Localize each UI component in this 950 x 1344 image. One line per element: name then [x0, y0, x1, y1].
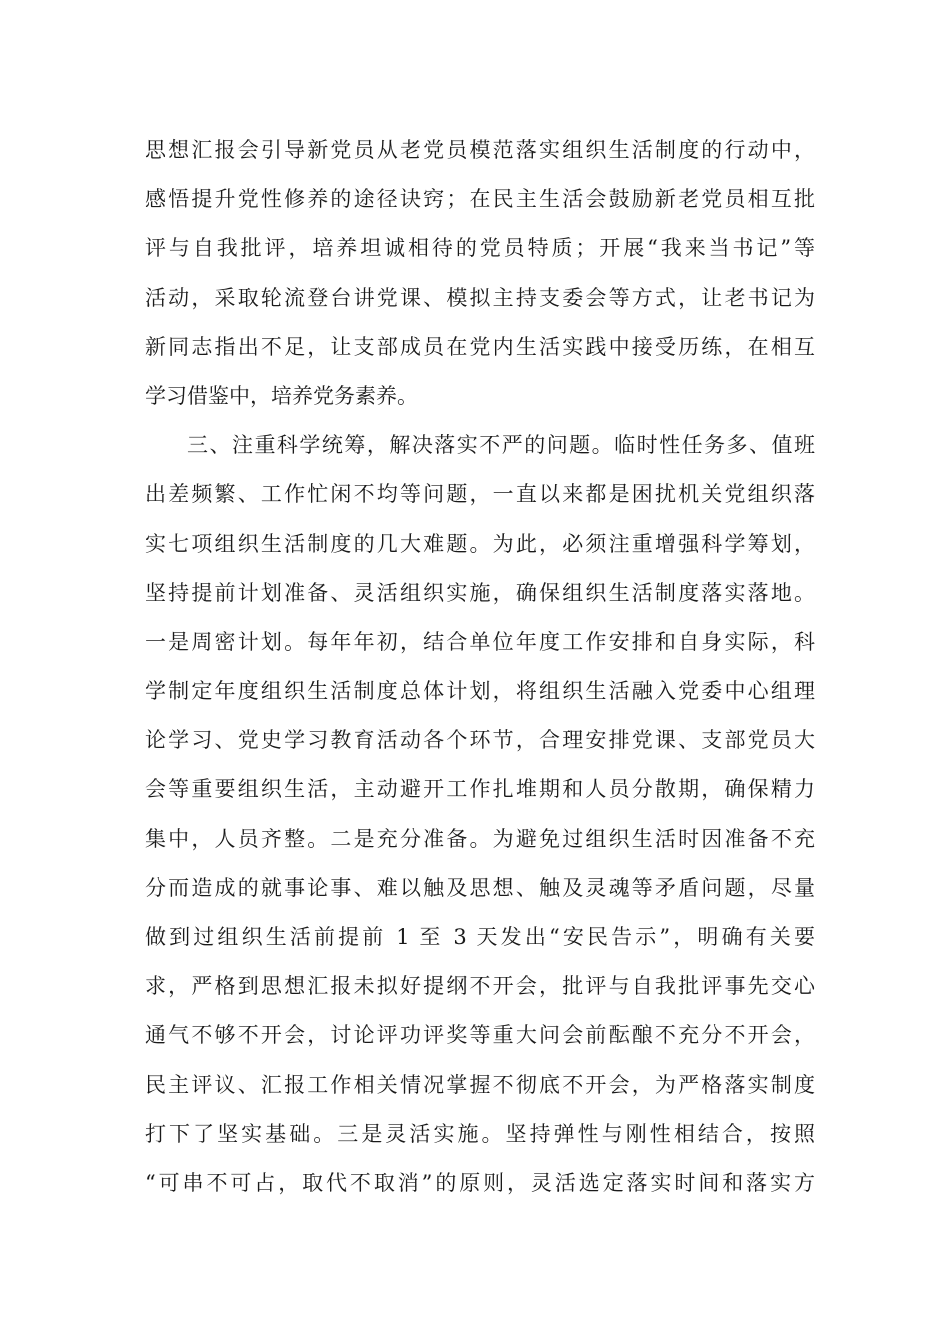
text-line: 新同志指出不足，让支部成员在党内生活实践中接受历练，在相互 — [145, 334, 815, 359]
text-line: 评与自我批评，培养坦诚相待的党员特质；开展“我来当书记”等 — [145, 236, 815, 261]
text-line: 民主评议、汇报工作相关情况掌握不彻底不开会，为严格落实制度 — [145, 1072, 815, 1097]
text-line: “可串不可占，取代不取消”的原则，灵活选定落实时间和落实方 — [145, 1170, 815, 1195]
text-line: 思想汇报会引导新党员从老党员模范落实组织生活制度的行动中， — [145, 138, 815, 162]
text-line: 学制定年度组织生活制度总体计划，将组织生活融入党委中心组理 — [145, 679, 815, 704]
text-line: 求，严格到思想汇报未拟好提纲不开会，批评与自我批评事先交心 — [145, 974, 815, 999]
text-line: 出差频繁、工作忙闲不均等问题，一直以来都是困扰机关党组织落 — [145, 482, 815, 507]
section-heading-line: 三、注重科学统筹，解决落实不严的问题。临时性任务多、值班 — [187, 433, 815, 458]
document-body — [145, 126, 815, 1208]
text-line: 做到过组织生活前提前 1 至 3 天发出“安民告示”，明确有关要 — [145, 925, 815, 949]
text-line: 坚持提前计划准备、灵活组织实施，确保组织生活制度落实落地。 — [145, 580, 815, 605]
text-line: 论学习、党史学习教育活动各个环节，合理安排党课、支部党员大 — [145, 728, 815, 753]
text-line: 活动，采取轮流登台讲党课、模拟主持支委会等方式，让老书记为 — [145, 285, 815, 310]
text-line: 感悟提升党性修养的途径诀窍；在民主生活会鼓励新老党员相互批 — [145, 187, 815, 212]
text-line: 打下了坚实基础。三是灵活实施。坚持弹性与刚性相结合，按照 — [145, 1121, 815, 1146]
text-line: 学习借鉴中，培养党务素养。 — [145, 383, 418, 408]
text-line: 实七项组织生活制度的几大难题。为此，必须注重增强科学筹划， — [145, 531, 815, 556]
text-line: 会等重要组织生活，主动避开工作扎堆期和人员分散期，确保精力 — [145, 777, 815, 802]
text-line: 一是周密计划。每年年初，结合单位年度工作安排和自身实际，科 — [145, 629, 815, 654]
text-line: 集中，人员齐整。二是充分准备。为避免过组织生活时因准备不充 — [145, 826, 815, 851]
text-line: 通气不够不开会，讨论评功评奖等重大问会前酝酿不充分不开会， — [145, 1023, 815, 1048]
text-line: 分而造成的就事论事、难以触及思想、触及灵魂等矛盾问题，尽量 — [145, 875, 815, 900]
